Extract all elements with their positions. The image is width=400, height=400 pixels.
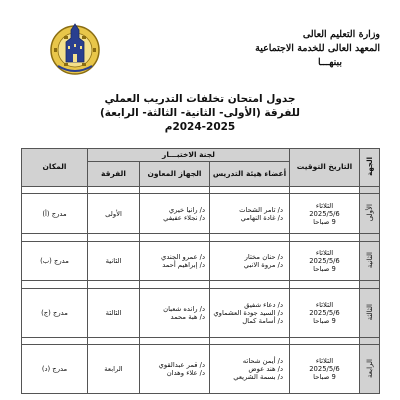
row-aux-staff: د/ رانيا خيري د/ نجلاء عفيفي bbox=[140, 194, 210, 234]
header-committee: لجنة الاختبـــار bbox=[88, 149, 290, 162]
header-date-time: التاريخ التوقيت bbox=[290, 149, 360, 187]
row-aux-staff: د/ قمر عبدالقوي د/ علاء وهدان bbox=[140, 345, 210, 394]
row-faculty: د/ حنان مختار د/ مروة الانبي bbox=[210, 241, 290, 281]
row-group: الرابعة bbox=[360, 345, 380, 394]
row-date-time: الثلاثاء 2025/5/6 9 صباحا bbox=[290, 345, 360, 394]
exam-schedule-table bbox=[21, 148, 380, 394]
row-place: مدرج (أ) bbox=[22, 194, 88, 234]
header-aux-staff: الجهاز المعاون bbox=[140, 162, 210, 186]
row-group: الأولى bbox=[360, 194, 380, 234]
row-date-time: الثلاثاء 2025/5/6 9 صباحا bbox=[290, 289, 360, 338]
ministry-name: وزارة التعليم العالى bbox=[302, 29, 380, 40]
schedule-title bbox=[0, 92, 400, 134]
row-place: مدرج (ب) bbox=[22, 241, 88, 281]
ministry-header bbox=[210, 28, 380, 70]
table-row bbox=[22, 241, 380, 281]
title-line-2: للفرقة (الأولى- الثانية- الثالثة- الرابعة) bbox=[99, 107, 300, 119]
table-row bbox=[22, 289, 380, 338]
header-place: المكان bbox=[22, 149, 88, 187]
row-aux-staff: د/ رانده شعبان د/ هبة محمد bbox=[140, 289, 210, 338]
row-date-time: الثلاثاء 2025/5/6 9 صباحا bbox=[290, 241, 360, 281]
row-level: الثانية bbox=[88, 241, 140, 281]
row-faculty: د/ تامر الشحات د/ غادة النهامي bbox=[210, 194, 290, 234]
header-level: الفرقة bbox=[88, 162, 140, 186]
row-level: الرابعة bbox=[88, 345, 140, 394]
institute-name: المعهد العالى للخدمة الاجتماعية bbox=[255, 43, 380, 54]
header-faculty: أعضاء هيئة التدريس bbox=[210, 162, 290, 186]
row-aux-staff: د/ عمرو الجندي د/ إبراهيم أحمد bbox=[140, 241, 210, 281]
table-row bbox=[22, 194, 380, 234]
header-group: الجهة bbox=[360, 149, 380, 187]
row-faculty: د/ دعاء شفيق د/ السيد جودة العشماوي د/ أسامة كمال bbox=[210, 289, 290, 338]
table-row bbox=[22, 345, 380, 394]
title-line-1: جدول امتحان تخلفات التدريب العملي bbox=[104, 93, 296, 105]
row-date-time: الثلاثاء 2025/5/6 9 صباحا bbox=[290, 194, 360, 234]
row-place: مدرج (ج) bbox=[22, 289, 88, 338]
row-level: الثالثة bbox=[88, 289, 140, 338]
row-faculty: د/ أيمن شحاته د/ هند عوض د/ بسمة الشريعي bbox=[210, 345, 290, 394]
row-level: الأولى bbox=[88, 194, 140, 234]
row-group: الثالثة bbox=[360, 289, 380, 338]
row-group: الثانية bbox=[360, 241, 380, 281]
title-year: 2024-2025م bbox=[164, 121, 236, 133]
city-name: ببنهـــا bbox=[317, 57, 342, 68]
row-place: مدرج (د) bbox=[22, 345, 88, 394]
institute-logo-icon bbox=[44, 16, 106, 80]
